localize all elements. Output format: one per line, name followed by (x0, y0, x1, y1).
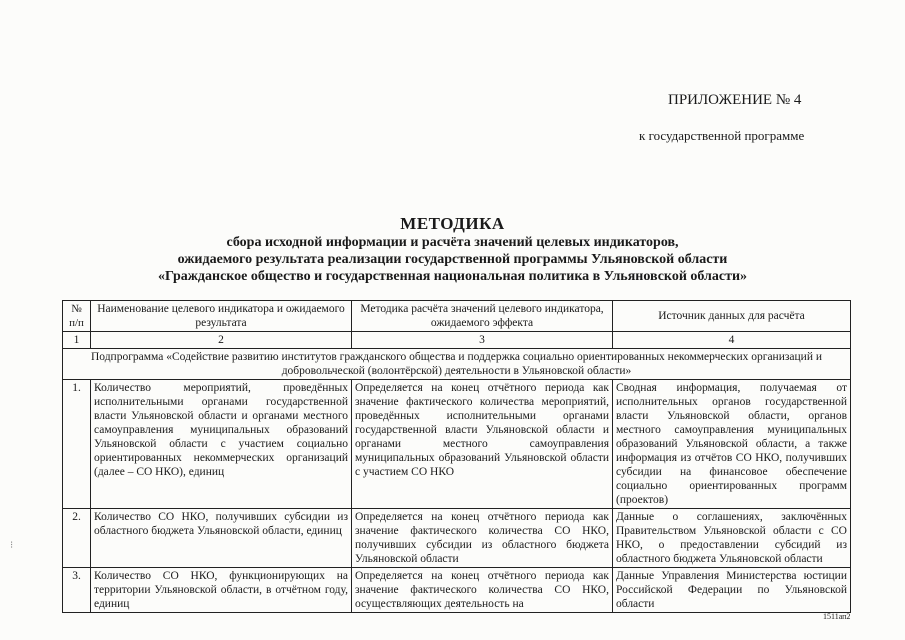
column-header-source: Источник данных для расчёта (613, 301, 851, 332)
appendix-label: ПРИЛОЖЕНИЕ № 4 (668, 92, 802, 108)
calculation-method: Определяется на конец отчётного периода как значение фактического количества СО НКО, осуществляющих деятельность на (352, 568, 613, 613)
document-stamp: 1511ап2 (823, 612, 851, 621)
data-source: Данные о соглашениях, заключённых Правительством Ульяновской области с СО НКО, о предоставлении субсидий из областного бюджета Ульяновской области (613, 509, 851, 568)
title-line-2: ожидаемого результата реализации государственной программы Ульяновской области (177, 252, 728, 267)
column-index: 2 (91, 332, 352, 349)
column-header-method: Методика расчёта значений целевого индикатора, ожидаемого эффекта (352, 301, 613, 332)
row-number: 1. (63, 380, 91, 509)
title-line-3: «Гражданское общество и государственная национальная политика в Ульяновской области» (157, 269, 748, 284)
column-index: 4 (613, 332, 851, 349)
subprogram-title: Подпрограмма «Содействие развитию институтов гражданского общества и поддержка социально ориентированных некоммерческих организаций и добровольческой (волонтёрской) деятельности в Ульяновской области» (63, 349, 851, 380)
title-main: МЕТОДИКА (400, 214, 505, 233)
margin-mark: ⁝ (10, 540, 14, 551)
document-title (0, 214, 905, 285)
table-row (63, 568, 851, 613)
subprogram-row (63, 349, 851, 380)
column-header-name: Наименование целевого индикатора и ожидаемого результата (91, 301, 352, 332)
indicator-name: Количество СО НКО, функционирующих на территории Ульяновской области, в отчётном году, единиц (91, 568, 352, 613)
calculation-method: Определяется на конец отчётного периода как значение фактического количества мероприятий, проведённых исполнительными органами государственной власти Ульяновской области и органами местного самоуправления муниципальных образований Ульяновской области с участием СО НКО (352, 380, 613, 509)
column-index-row (63, 332, 851, 349)
program-reference: к государственной программе (639, 128, 805, 143)
data-source: Сводная информация, получаемая от исполнительных органов государственной власти Ульяновской области, органов местного самоуправления муниципальных образований Ульяновской области, а также информация из отчётов СО НКО, получивших субсидии на финансовое обеспечение социально ориентированных программ (проектов) (613, 380, 851, 509)
title-line-1: сбора исходной информации и расчёта значений целевых индикаторов, (226, 235, 679, 250)
calculation-method: Определяется на конец отчётного периода как значение фактического количества СО НКО, получивших субсидии из областного бюджета Ульяновской области (352, 509, 613, 568)
methodology-table (62, 300, 851, 613)
indicator-name: Количество мероприятий, проведённых исполнительными органами государственной власти Ульяновской области и органами местного самоуправления муниципальных образований Ульяновской области с участием социально ориентированных некоммерческих организаций (далее – СО НКО), единиц (91, 380, 352, 509)
header-row (63, 301, 851, 332)
table-row (63, 380, 851, 509)
column-index: 3 (352, 332, 613, 349)
row-number: 2. (63, 509, 91, 568)
column-index: 1 (63, 332, 91, 349)
table-row (63, 509, 851, 568)
column-header-number: № п/п (63, 301, 91, 332)
indicator-name: Количество СО НКО, получивших субсидии из областного бюджета Ульяновской области, единиц (91, 509, 352, 568)
data-source: Данные Управления Министерства юстиции Российской Федерации по Ульяновской области (613, 568, 851, 613)
row-number: 3. (63, 568, 91, 613)
